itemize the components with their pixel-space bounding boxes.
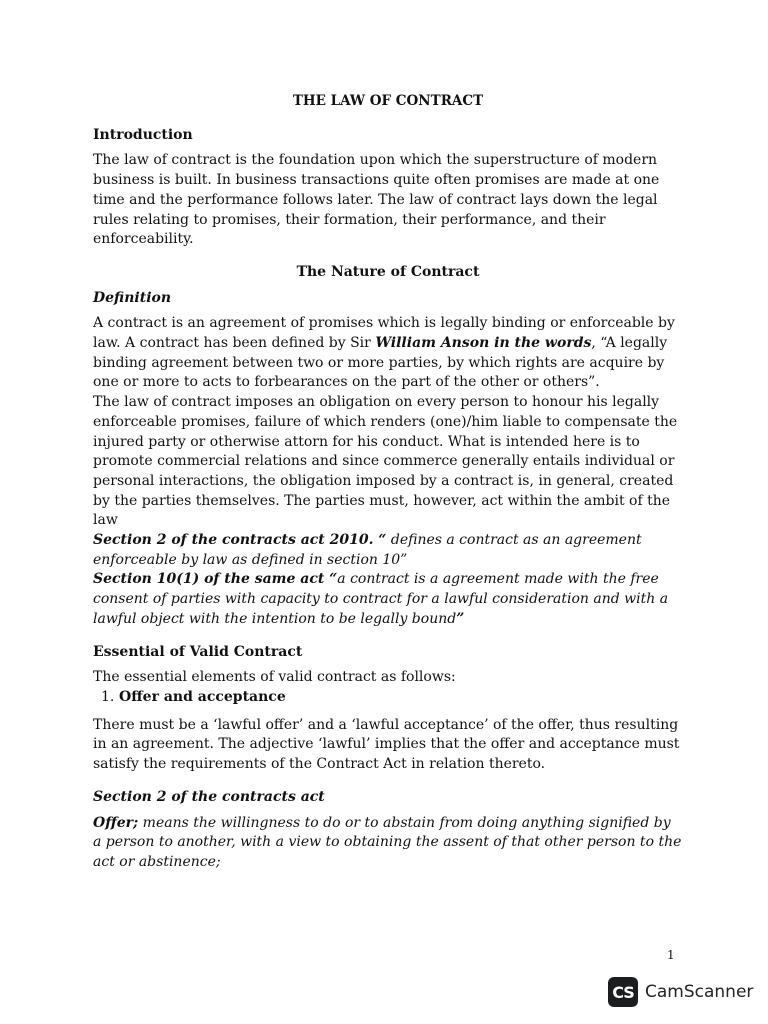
- essentials-intro: The essential elements of valid contract as follows:: [93, 669, 456, 686]
- offer-definition-paragraph: [93, 814, 683, 873]
- section10-close: ”: [456, 610, 465, 627]
- intro-heading: Introduction: [93, 126, 193, 143]
- camscanner-logo-icon: CS: [608, 977, 638, 1007]
- nature-heading: The Nature of Contract: [296, 263, 480, 280]
- list-item-label: Offer and acceptance: [119, 688, 286, 705]
- section10-label: Section 10(1) of the same act “: [93, 571, 338, 588]
- camscanner-brand-name: CamScanner: [645, 982, 754, 1002]
- page-title: THE LAW OF CONTRACT: [292, 93, 484, 109]
- anson-reference: William Anson in the words: [375, 335, 592, 352]
- section2-contracts-heading: Section 2 of the contracts act: [93, 788, 325, 805]
- definition-heading: Definition: [93, 289, 172, 306]
- section10-text: a contract is a agreement made with the free consent of parties with capacity to contract for a lawful consideration and with a lawful object with the intention to be legally bound: [93, 571, 669, 627]
- section2-label: Section 2 of the contracts act 2010. “: [93, 532, 387, 549]
- definition-text-1: A contract is an agreement of promises which is legally binding or enforceable by law. A contract has been defined by Sir: [93, 315, 675, 352]
- section2-text: defines a contract as an agreement enforceable by law as defined in section 10”: [93, 532, 642, 568]
- camscanner-watermark: [608, 977, 753, 1007]
- intro-paragraph: The law of contract is the foundation upon which the superstructure of modern business is built. In business transactions quite often promises are made at one time and the performance follows later. The law of contract lays down the legal rules relating to promises, their formation, their performance, and their enforceability.: [93, 152, 660, 248]
- essentials-heading: Essential of Valid Contract: [93, 643, 303, 660]
- section10-paragraph: [93, 570, 683, 629]
- definition-paragraph: [93, 314, 683, 393]
- document-body: [93, 92, 683, 873]
- offer-acceptance-paragraph: There must be a ‘lawful offer’ and a ‘lawful acceptance’ of the offer, thus resulting in an agreement. The adjective ‘lawful’ implies that the offer and acceptance must satisfy the requirements of the Contract Act in relation thereto.: [93, 716, 680, 773]
- section2-paragraph: [93, 531, 683, 570]
- definition-text-2: , “A legally binding agreement between two or more parties, by which rights are acquire by one or more to acts to forbearances on the part of the other or others”.: [93, 335, 668, 391]
- offer-text: means the willingness to do or to abstain from doing anything signified by a person to another, with a view to obtaining the assent of that other person to the act or abstinence;: [93, 814, 682, 870]
- list-item-number: 1.: [101, 688, 115, 705]
- offer-label: Offer;: [93, 814, 139, 831]
- page-number: 1: [667, 948, 675, 962]
- obligation-paragraph: The law of contract imposes an obligation on every person to honour his legally enforceable promises, failure of which renders (one)/him liable to compensate the injured party or otherwise attorn for his conduct. What is intended here is to promote commercial relations and since commerce generally entails individual or personal interactions, the obligation imposed by a contract is, in general, created by the parties themselves. The parties must, however, act within the ambit of the law: [93, 394, 678, 529]
- list-item-offer-acceptance: [93, 688, 683, 708]
